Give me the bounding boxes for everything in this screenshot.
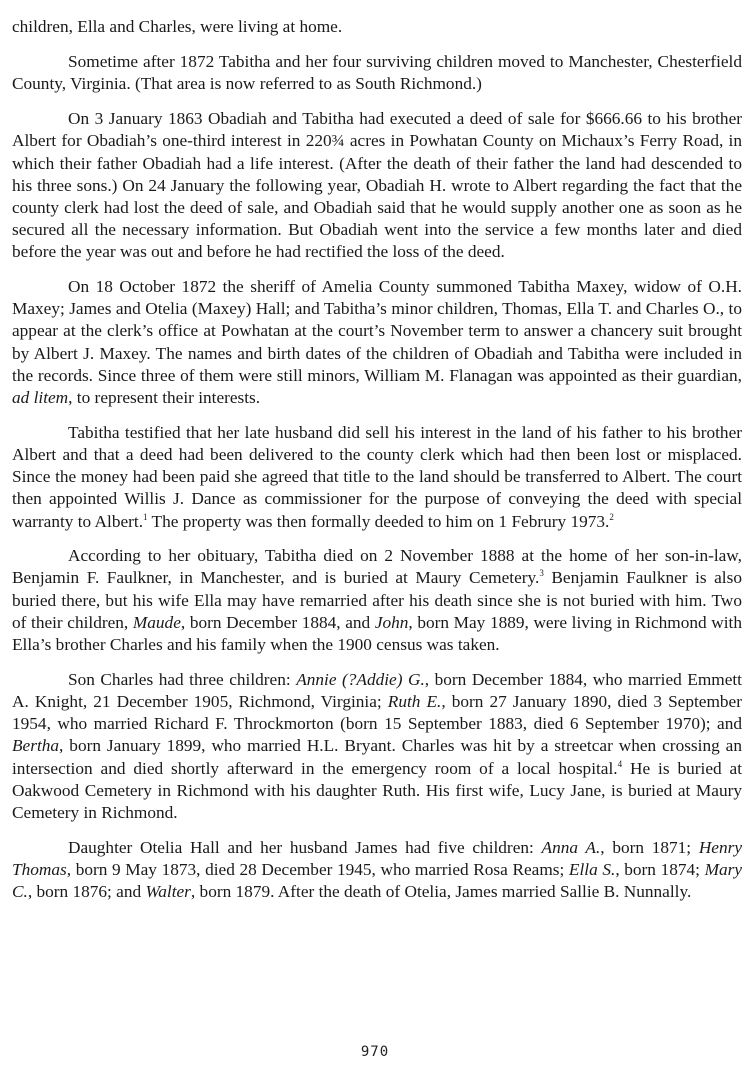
text-run: Tabitha testified that her late husband did sell his interest in the land of his father to his brother Albert and that a deed had been delivered to the county clerk which had then been lost or misplaced. Since the money had been paid she agreed that title to the land should be transferred to Albert. The court then appointed Willis J. Dance as commissioner for the purpose of conveying the deed with special warranty to Albert.: [12, 422, 742, 531]
text-run: Sometime after 1872 Tabitha and her four surviving children moved to Manchester, Chesterfield County, Virginia. (That area is now referred to as South Richmond.): [12, 52, 742, 94]
paragraph: [12, 545, 742, 656]
text-run: The property was then formally deeded to him on 1 Februry 1973.: [147, 511, 610, 531]
paragraph: [12, 276, 742, 409]
paragraph: [12, 51, 742, 95]
text-run: , born 1871;: [600, 837, 699, 857]
paragraph: [12, 669, 742, 824]
italic-name: Bertha: [12, 736, 60, 756]
page-number: 970: [360, 1044, 390, 1060]
footnote-ref: 1: [143, 511, 148, 522]
footnote-ref: 2: [609, 511, 614, 522]
page-body: [12, 16, 742, 916]
text-run: , born 1874;: [615, 859, 705, 879]
italic-name: Ella S.: [568, 859, 616, 879]
text-run: Son Charles had three children:: [68, 669, 297, 689]
text-run: According to her obituary, Tabitha died on 2 November 1888 at the home of her son-in-law, Benjamin F. Faulkner, in Manchester, and is buried at Maury Cemetery.: [12, 546, 742, 588]
paragraph: [12, 422, 742, 533]
paragraph: [12, 16, 742, 38]
text-run: Benjamin Faulkner is also buried there, but his wife Ella may have remarried after his death since she is not buried with him. Two of their children,: [12, 568, 742, 632]
italic-name: Henry Thomas: [12, 837, 742, 879]
text-run: , born December 1884, who married Emmett A. Knight, 21 December 1905, Richmond, Virginia;: [12, 669, 742, 711]
text-run: , born 27 January 1890, died 3 September 1954, who married Richard F. Throckmorton (born 15 September 1883, died 6 September 1970); and: [12, 691, 742, 734]
italic-name: Anna A.: [541, 837, 601, 857]
italic-name: John: [374, 612, 409, 632]
footnote-ref: 3: [539, 568, 544, 579]
text-run: Daughter Otelia Hall and her husband James had five children:: [68, 837, 542, 857]
text-run: He is buried at Oakwood Cemetery in Richmond with his daughter Ruth. His first wife, Lucy Jane, is buried at Maury Cemetery in Richmond.: [12, 758, 743, 822]
text-run: , born December 1884, and: [180, 612, 375, 632]
text-run: , born 1876; and: [27, 882, 146, 902]
text-run: , born 1879. After the death of Otelia, James married Sallie B. Nunnally.: [190, 882, 692, 902]
text-run: , born May 1889, were living in Richmond with Ella’s brother Charles and his family when the 1900 census was taken.: [12, 612, 742, 655]
paragraph: [12, 837, 742, 904]
text-run: children, Ella and Charles, were living at home.: [12, 17, 343, 36]
text-run: On 3 January 1863 Obadiah and Tabitha had executed a deed of sale for $666.66 to his brother Albert for Obadiah’s one-third interest in 220¾ acres in Powhatan County on Michaux’s Ferry Road, in which their father Obadiah had a life interest. (After the death of their father the land had descended to his three sons.) On 24 January the following year, Obadiah H. wrote to Albert regarding the fact that the county clerk had lost the deed of sale, and Obadiah said that he would supply another one as soon as he secured all the necessary information. But Obadiah went into the service a few months later and died before the year was out and before he had rectified the loss of the deed.: [12, 109, 742, 262]
text-run: , born January 1899, who married H.L. Bryant. Charles was hit by a streetcar when crossing an intersection and died shortly afterward in the emergency room of a local hospital.: [12, 736, 742, 778]
text-run: , born 9 May 1873, died 28 December 1945, who married Rosa Reams;: [66, 859, 569, 879]
italic-name: Ruth E.: [387, 691, 442, 711]
italic-name: Walter: [145, 882, 191, 902]
paragraph: [12, 108, 742, 263]
italic-name: Annie (?Addie) G.: [296, 669, 425, 689]
italic-name: Mary C.: [12, 859, 742, 902]
italic-name: ad litem: [12, 388, 69, 408]
footnote-ref: 4: [617, 758, 623, 769]
text-run: On 18 October 1872 the sheriff of Amelia County summoned Tabitha Maxey, widow of O.H. Maxey; James and Otelia (Maxey) Hall; and Tabitha’s minor children, Thomas, Ella T. and Charles O., to appear at the clerk’s office at Powhatan at the court’s November term to answer a chancery suit brought by Albert J. Maxey. The names and birth dates of the children of Obadiah and Tabitha were included in the records. Since three of them were still minors, William M. Flanagan was appointed as their guardian,: [12, 277, 742, 385]
text-run: , to represent their interests.: [68, 388, 261, 408]
italic-name: Maude: [132, 612, 181, 632]
